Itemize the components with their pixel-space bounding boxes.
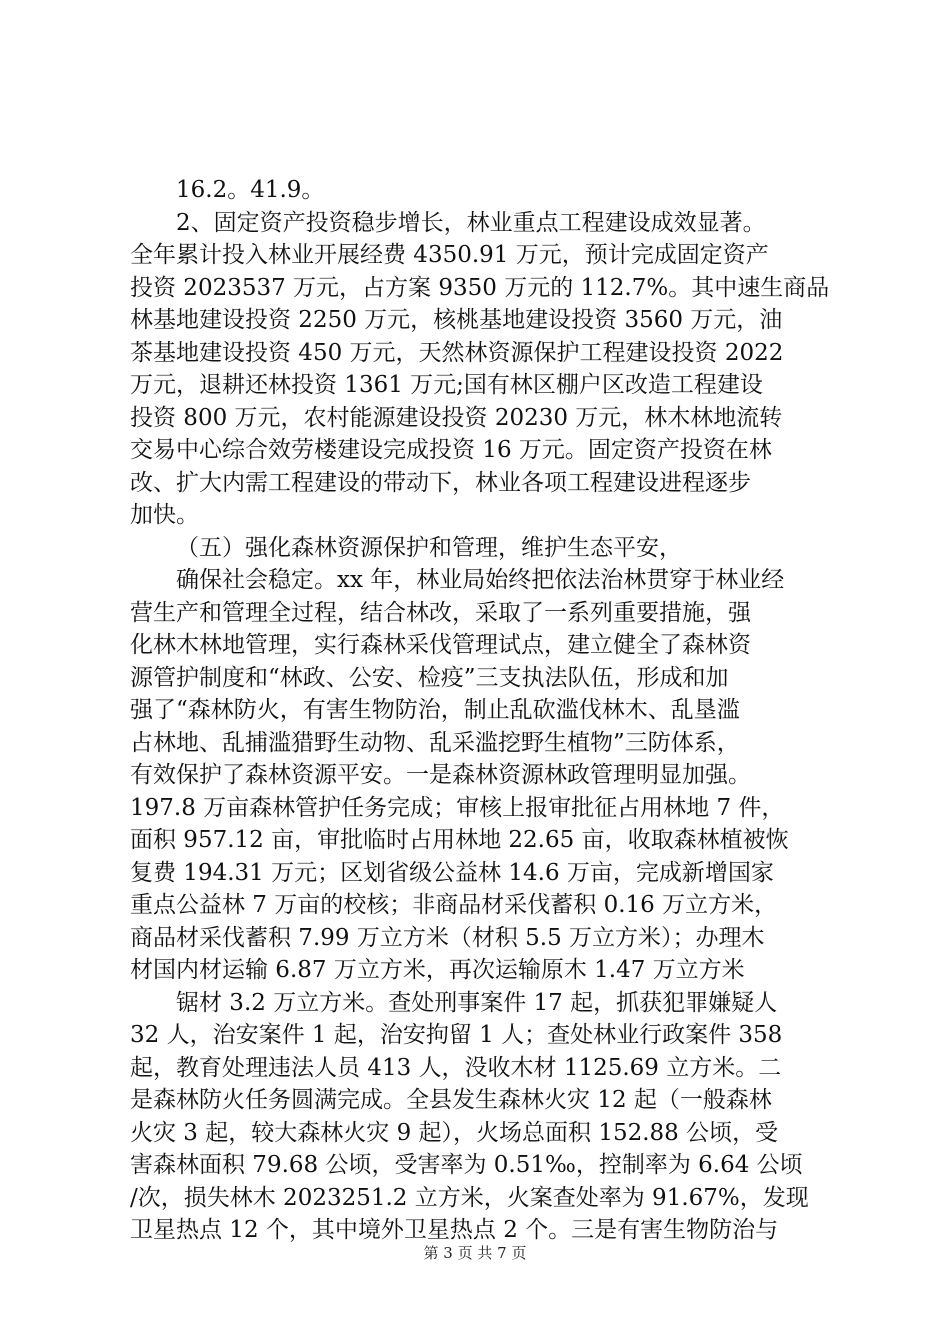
paragraph-line: 营生产和管理全过程，结合林改，采取了一系列重要措施，强 <box>130 599 751 626</box>
paragraph-line: 强了“森林防火，有害生物防治，制止乱砍滥伐林木、乱垦滥 <box>130 697 740 723</box>
document-body <box>130 174 842 1247</box>
paragraph-line: 加快。 <box>130 502 199 528</box>
paragraph-line: 交易中心综合效劳楼建设完成投资 16 万元。固定资产投资在林 <box>130 437 772 463</box>
paragraph-line: 卫星热点 12 个，其中境外卫星热点 2 个。三是有害生物防治与 <box>130 1217 779 1243</box>
paragraph-line: 茶基地建设投资 450 万元，天然林资源保护工程建设投资 2022 <box>130 339 784 366</box>
paragraph-line: 2、固定资产投资稳步增长，林业重点工程建设成效显著。 <box>176 209 766 236</box>
paragraph-line: 16.2。41.9。 <box>176 177 325 203</box>
paragraph-line: 改、扩大内需工程建设的带动下，林业各项工程建设进程逐步 <box>130 469 751 496</box>
paragraph-line: 有效保护了森林资源平安。一是森林资源林政管理明显加强。 <box>130 762 751 788</box>
paragraph-line: /次，损失林木 2023251.2 立方米，火案查处率为 91.67%，发现 <box>130 1184 809 1211</box>
paragraph-line: 化林木林地管理，实行森林采伐管理试点，建立健全了森林资 <box>130 632 751 658</box>
paragraph-line: 投资 2023537 万元，占方案 9350 万元的 112.7%。其中速生商品 <box>130 274 830 301</box>
paragraph-line: 全年累计投入林业开展经费 4350.91 万元，预计完成固定资产 <box>130 242 769 268</box>
paragraph-line: 锯材 3.2 万立方米。查处刑事案件 17 起，抓获犯罪嫌疑人 <box>176 989 778 1016</box>
paragraph-line: 害森林面积 79.68 公顷，受害率为 0.51‰，控制率为 6.64 公顷 <box>130 1152 803 1178</box>
paragraph-line: 万元，退耕还林投资 1361 万元;国有林区棚户区改造工程建设 <box>130 372 763 398</box>
paragraph-line: 商品材采伐蓄积 7.99 万立方米（材积 5.5 万立方米）；办理木 <box>130 924 765 951</box>
paragraph-line: 32 人，治安案件 1 起，治安拘留 1 人；查处林业行政案件 358 <box>130 1022 783 1048</box>
paragraph-line: 火灾 3 起，较大森林火灾 9 起），火场总面积 152.88 公顷，受 <box>130 1119 779 1146</box>
paragraph-line: 197.8 万亩森林管护任务完成；审核上报审批征占用林地 7 件， <box>130 794 785 821</box>
paragraph-line: 复费 194.31 万元；区划省级公益林 14.6 万亩，完成新增国家 <box>130 859 774 886</box>
paragraph-line: 材国内材运输 6.87 万立方米，再次运输原木 1.47 万立方米 <box>130 957 745 983</box>
paragraph-line: 是森林防火任务圆满完成。全县发生森林火灾 12 起（一般森林 <box>130 1087 772 1113</box>
paragraph-line: 投资 800 万元，农村能源建设投资 20230 万元，林木林地流转 <box>130 404 783 431</box>
paragraph-line: 源管护制度和“林政、公安、检疫”三支执法队伍，形成和加 <box>130 664 729 691</box>
paragraph-line: 林基地建设投资 2250 万元，核桃基地建设投资 3560 万元，油 <box>130 307 783 333</box>
paragraph-line: 起，教育处理违法人员 413 人，没收木材 1125.69 立方米。二 <box>130 1054 782 1081</box>
paragraph-line: 重点公益林 7 万亩的校核；非商品材采伐蓄积 0.16 万立方米， <box>130 892 778 918</box>
paragraph-line: 占林地、乱捕滥猎野生动物、乱采滥挖野生植物”三防体系， <box>130 729 740 756</box>
paragraph-line: 面积 957.12 亩，审批临时占用林地 22.65 亩，收取森林植被恢 <box>130 827 789 853</box>
paragraph-line: （五）强化森林资源保护和管理，维护生态平安， <box>176 534 682 561</box>
paragraph-line: 确保社会稳定。xx 年，林业局始终把依法治林贯穿于林业经 <box>176 567 785 593</box>
page-footer: 第 3 页 共 7 页 <box>423 1244 527 1262</box>
